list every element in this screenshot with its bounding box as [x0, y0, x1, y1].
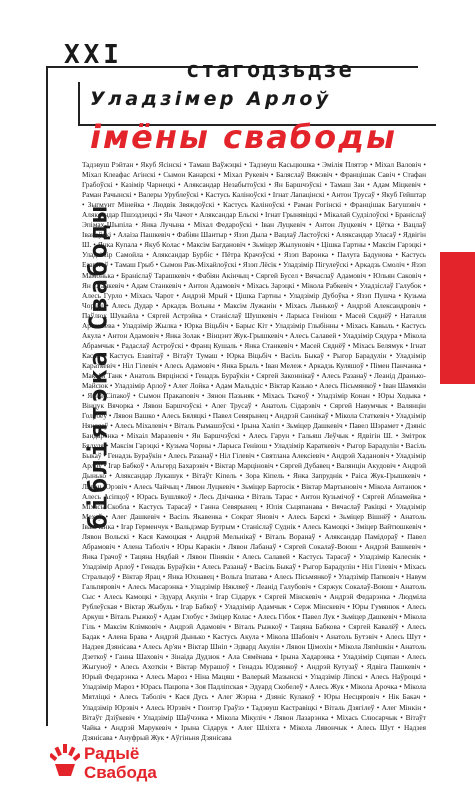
series-century: XXI [64, 40, 123, 70]
frame-line-inner-vertical [78, 82, 80, 126]
publisher-name-line1: Радыё [84, 744, 140, 763]
red-accent-bar [440, 252, 475, 384]
book-title: імёны свабоды [90, 118, 397, 156]
series-vertical-title: бібліятэка Свабоды [83, 204, 113, 529]
radio-svaboda-logo-icon [50, 742, 80, 780]
publisher-name-line2: Свабода [84, 763, 157, 782]
series-century-word: стагодзьдзе [186, 58, 354, 83]
frame-line-vertical [46, 66, 48, 726]
author-name: Уладзімер Арлоў [90, 88, 332, 110]
names-list: Тадэвуш Рэйтан • Якуб Ясінскі • Тамаш Ваўжэцкі • Тадэвуш Касьцюшка • Эмілія Плятэр • Міхал Валовіч • Міхал Клеафас Агінскі • Сымон Канарскі • Міхал Рукевіч • Баляслаў Вяжэвіч • Францішак Савіч • Стафан Грабоўскі • Казімір Чарнецкі • Аляксандар Незабытоўскі • Ян Баршчэўскі • Тамаш Зан • Адам Міцкевіч • Раман Рачынскі • Валеры Урублеўскі • Кастусь Каліноўскі • Ігнат Лапацінскі • Антон Трусаў • Якуб Гейштар • Зыгмунт Мінейка • Людвік Звяждоўскі • Кастусь Каліноўскі • Раман Рогінскі • Францішак Багушэвіч • Аляксандар Пшэздзецкі • Ян Чачот • Аляксандар Ельскі • Ігнат Грынявіцкі • Мікалай Судзілоўскі • Браніслаў Эпімах-Шыпіла • Янка Лучына • Міхал Федароўскі • Іван Луцкевіч • Антон Луцкевіч • Цётка • Вацлаў Іваноўскі • Алаіза Пашкевіч • Фабіян Шантыр • Язэп Дыла • Вацлаў Ластоўскі • Аляксандар Уласаў • Ядвігін Ш. • Янка Купала • Якуб Колас • Максім Багдановіч • Зьміцер Жылуновіч • Цішка Гартны • Максім Гарэцкі • Уладзімір Самойла • Аляксандар Бурбіс • Пётра Крачэўскі • Язэп Варонка • Палута Бадунова • Кастусь Езавітаў • Тамаш Грыб • Сымон Рак-Міхайлоўскі • Язэп Лёсік • Уладзімір Пігулеўскі • Аркадзь Смоліч • Язэп Мамонька • Браніслаў Тарашкевіч • Фабіян Акінчыц • Сяргей Бусел • Вячаслаў Адамовіч • Юльян Саковіч • Ян Станкевіч • Адам Станкевіч • Антон Адамовіч • Міхась Зарэцкі • Мікола Рабкевіч • Уладзіслаў Галубок • Алесь Гурло • Міхась Чарот • Андрэй Мрый • Цішка Гартны • Уладзімір Дубоўка • Язэп Пушча • Кузьма Чорны • Алесь Дудар • Аркадзь Вольны • Максім Лужанін • Міхась Лынькоў • Андрэй Александровіч • Паўлюк Шукайла • Сяргей Астрэйка • Станіслаў Шушкевіч • Ларыса Геніюш • Масей Сяднёў • Наталля Арсеньева • Уладзімір Жылка • Юрка Віцьбіч • Барыс Кіт • Уладзімір Глыбінны • Міхась Кавыль • Кастусь Акула • Антон Адамовіч • Янка Золак • Вінцэнт Жук-Грышкевіч • Алесь Салавей • Уладзімір Сядура • Мікола Абрамчык • Радаслаў Астроўскі • Франц Кушаль • Янка Станкевіч • Масей Сяднёў • Міхась Белямук • Ігнат Касяк • Кастусь Езавітаў • Вітаўт Тумаш • Юрка Віцьбіч • Васіль Быкаў • Рыгор Барадулін • Уладзімір Караткевіч • Ніл Гілевіч • Алесь Адамовіч • Янка Брыль • Іван Мележ • Аркадзь Куляшоў • Пімен Панчанка • Максім Танк • Анатоль Вярцінскі • Генадзь Бураўкін • Сяргей Законнікаў • Алесь Разанаў • Леанід Дранько-Майсюк • Уладзімір Арлоў • Алег Лойка • Адам Мальдзіс • Віктар Казько • Алесь Пісьмянкоў • Іван Шамякін • Янка Сіпакоў • Сымон Пракаповіч • Зянон Пазьняк • Міхась Ткачоў • Уладзімір Конан • Юры Ходыка • Вінцук Вячорка • Лявон Баршчэўскі • Алег Трусаў • Анатоль Сідарэвіч • Сяргей Навумчык • Валянцін Голубеў • Лявон Вашко • Алесь Бяляцкі • Павел Севярынец • Андрэй Саннікаў • Мікола Статкевіч • Уладзімір Някляеў • Алесь Міхалевіч • Віталь Рымашэўскі • Ірына Халіп • Зьміцер Дашкевіч • Павел Шэрамет • Дзяніс Бандарэнка • Міхаіл Маразевіч • Ян Баршчэўскі • Алесь Гарун • Гальяш Леўчык • Ядвігін Ш. • Змітрок Бядуля • Максім Гарэцкі • Кузьма Чорны • Ларыса Геніюш • Уладзімір Караткевіч • Рыгор Барадулін • Васіль Быкаў • Генадзь Бураўкін • Алесь Разанаў • Ніл Гілевіч • Святлана Алексіевіч • Андрэй Хадановіч • Уладзімір Арлоў • Ігар Бабкоў • Альгерд Бахарэвіч • Віктар Марціновіч • Сяргей Дубавец • Валянцін Акудовіч • Андрэй Дынько • Аляксандар Лукашук • Вітаўт Кіпель • Зора Кіпель • Янка Запруднік • Раіса Жук-Грышкевіч • Лявон Юрэвіч • Алесь Чайчыц • Лявон Луцкевіч • Зьміцер Бартосік • Віктар Мартыновіч • Мікола Антанюк • Алесь Асіпцоў • Юрась Бушлякоў • Лесь Дзічанка • Віталь Тарас • Антон Кузьмічоў • Сяргей Абламейка • Міхась Скобла • Кастусь Тарасаў • Ганна Севярынец • Юлія Сьцяпанава • Вячаслаў Ракіцкі • Уладзімір Мехаў • Алег Дашкевіч • Васіль Якавенка • Сократ Яновіч • Алесь Барскі • Зьміцер Вішнёў • Анатоль Івашчанка • Ігар Герменчук • Вальдэмар Бутрым • Станіслаў Суднік • Алесь Камоцкі • Зміцер Вайтюшкевіч • Лявон Вольскі • Кася Камоцкая • Андрэй Мельнікаў • Віталь Воранаў • Аляксандар Памідораў • Павел Абрамовіч • Алена Таболіч • Юры Каракін • Лявон Лабанаў • Сяргей Сокалаў-Воюш • Андрэй Вашкевіч • Янка Грачоў • Тацяна Нядбай • Лявон Пінякін • Алесь Салавей • Кастусь Тарасаў • Уладзімір Калеснік • Уладзімір Арлоў • Генадзь Бураўкін • Алесь Разанаў • Васіль Быкаў • Рыгор Барадулін • Ніл Гілевіч • Міхась Стральцоў • Віктар Ярац • Янка Юхнавец • Вольга Іпатава • Алесь Пісьмянкоў • Уладзімір Папковіч • Навум Гальпяровіч • Алесь Масарэнка • Уладзімір Някляеў • Леанід Галубовіч • Сяржук Сокалаў-Воюш • Анатоль Сыс • Алесь Камоцкі • Эдуард Акулін • Ігар Сідарук • Сяргей Мінскевіч • Андрэй Федарэнка • Людміла Рублеўская • Віктар Жыбуль • Ігар Бабкоў • Уладзімір Адамчык • Серж Мінскевіч • Юры Гумянюк • Алесь Аркуш • Віталь Рыжкоў • Адам Глобус • Зміцер Колас • Алесь Гібок • Павел Лук • Зьміцер Дашкевіч • Мікола Гіль • Максім Клімковіч • Андрэй Адамовіч • Віталь Рыжкоў • Тацяна Бабкова • Сяргей Кавалёў • Алесь Бадак • Алена Брава • Андрэй Дынько • Кастусь Акула • Мікола Шабовіч • Анатоль Бутэвіч • Алесь Шут • Надзея Дзянісава • Алесь Ар'ян • Віктар Шніп • Эдвард Акулін • Лявон Цімохін • Мікола Ляпёшкін • Анатоль Дзеткоў • Ганна Шаховіч • Зінаіда Дудзюк • Ала Сямёнава • Ірына Хадарэнка • Уладзімір Сцяпан • Алесь Жыгуноў • Алесь Ахоткін • Віктар Мурашоў • Генадзь Юдзянкоў • Андрэй Кутузаў • Ядвіга Пашкевіч • Юрый Федарэнка • Алесь Мароз • Ніна Мацяш • Валерый Мазынскі • Уладзімір Ліпскі • Алесь Наўроцкі • Уладзімір Мароз • Юрась Пацюпа • Зоя Падліпская • Эдуард Скобелеў • Алесь Жук • Мікола Арочка • Мікола Мятліцкі • Алесь Таболіч • Кася Дусь • Алег Жэрна • Дзяніс Кулакоў • Юры Несцяровіч • Нік Бакач • Уладзімір Юрэвіч • Алесь Юрэвіч • Гюнтэр Граўзэ • Тадэвуш Кастравіцкі • Віталь Дзягілеў • Алег Мінкін • Вітаўт Дзіўкевіч • Уладзімір Шаўчэнка • Мікола Мікуліч • Лявон Лазарэнка • Міхась Слюсарчык • Вітаўт Чайка • Андрэй Марукевіч • Ірына Сідарук • Алег Шліхта • Мікола Лявончык • Алесь Шут • Надзея Дзянісава • Ануфрый Жук • Аўгіньня Дзянісава [82, 160, 426, 742]
publisher-logo [48, 740, 178, 786]
